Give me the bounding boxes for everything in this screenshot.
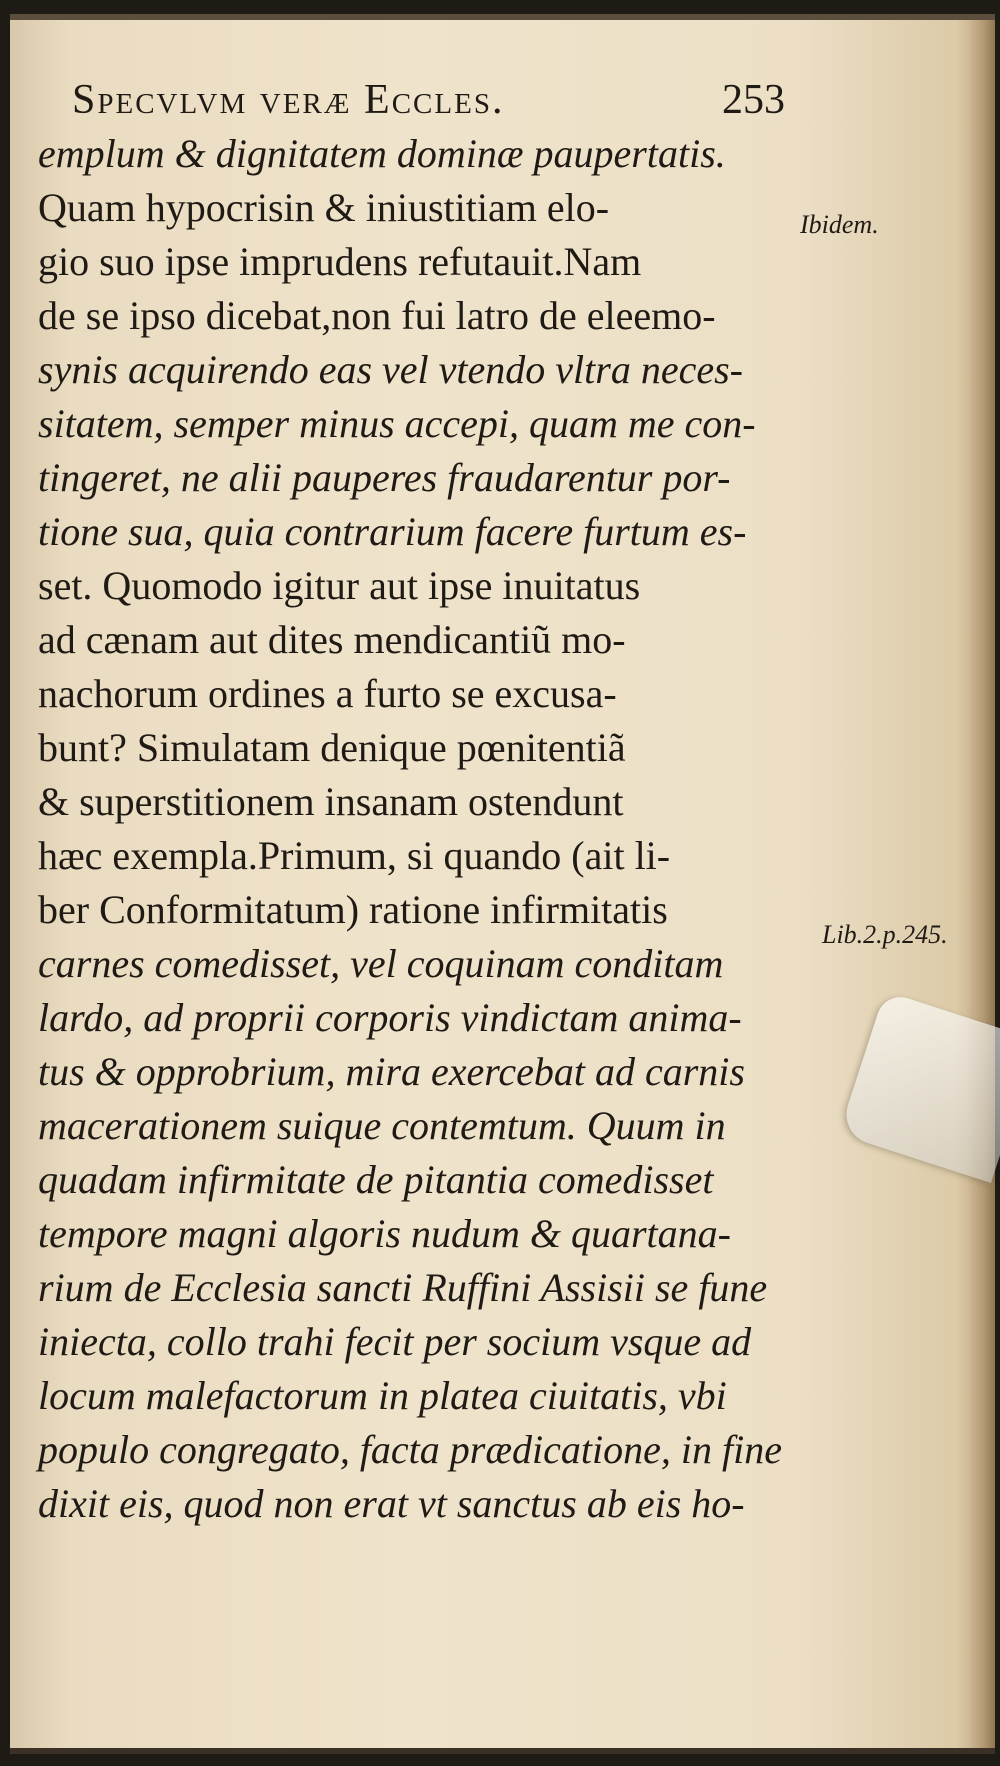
text-line: rium de Ecclesia sancti Ruffini Assisii se fune <box>38 1265 768 1310</box>
text-line: tione sua, quia contrarium facere furtum es- <box>38 509 747 554</box>
text-line: macerationem suique contemtum. Quum in <box>38 1103 726 1148</box>
text-line: synis acquirendo eas vel vtendo vltra neces- <box>38 347 743 392</box>
text-line: sitatem, semper minus accepi, quam me con- <box>38 401 756 446</box>
text-line: tingeret, ne alii pauperes fraudarentur por- <box>38 455 731 500</box>
text-line: dixit eis, quod non erat vt sanctus ab eis ho- <box>38 1481 745 1526</box>
text-line: tempore magni algoris nudum & quartana- <box>38 1211 731 1256</box>
text-line: carnes comedisset, vel coquinam conditam <box>38 941 724 986</box>
text-line: ber Conformitatum) ratione infirmitatis <box>38 887 668 932</box>
text-line: nachorum ordines a furto se excusa- <box>38 671 617 716</box>
margin-note-ibidem: Ibidem. <box>800 210 879 239</box>
text-line: tus & opprobrium, mira exercebat ad carnis <box>38 1049 745 1094</box>
margin-note-lib: Lib.2.p.245. <box>822 920 948 949</box>
text-line: gio suo ipse imprudens refutauit.Nam <box>38 239 642 284</box>
page-number: 253 <box>722 77 785 123</box>
running-title: Specvlvm veræ Eccles. <box>72 77 505 123</box>
text-line: quadam infirmitate de pitantia comedisset <box>38 1157 714 1202</box>
text-line: Quam hypocrisin & iniustitiam elo- <box>38 185 610 230</box>
text-line: hæc exempla.Primum, si quando (ait li- <box>38 833 671 878</box>
text-line: emplum & dignitatem dominæ paupertatis. <box>38 131 726 176</box>
text-line: lardo, ad proprii corporis vindictam anima- <box>38 995 742 1040</box>
book-page <box>10 14 995 1754</box>
text-line: populo congregato, facta prædicatione, in fine <box>38 1427 782 1472</box>
text-line: ad cænam aut dites mendicantiũ mo- <box>38 617 626 662</box>
text-line: locum malefactorum in platea ciuitatis, vbi <box>38 1373 727 1418</box>
text-line: bunt? Simulatam denique pœnitentiã <box>38 725 626 770</box>
text-line: & superstitionem insanam ostendunt <box>38 779 624 824</box>
page-edge-shadow <box>967 20 995 1748</box>
text-line: de se ipso dicebat,non fui latro de eleemo- <box>38 293 716 338</box>
text-line: set. Quomodo igitur aut ipse inuitatus <box>38 563 641 608</box>
text-line: iniecta, collo trahi fecit per socium vsque ad <box>38 1319 752 1364</box>
running-header <box>72 76 785 124</box>
